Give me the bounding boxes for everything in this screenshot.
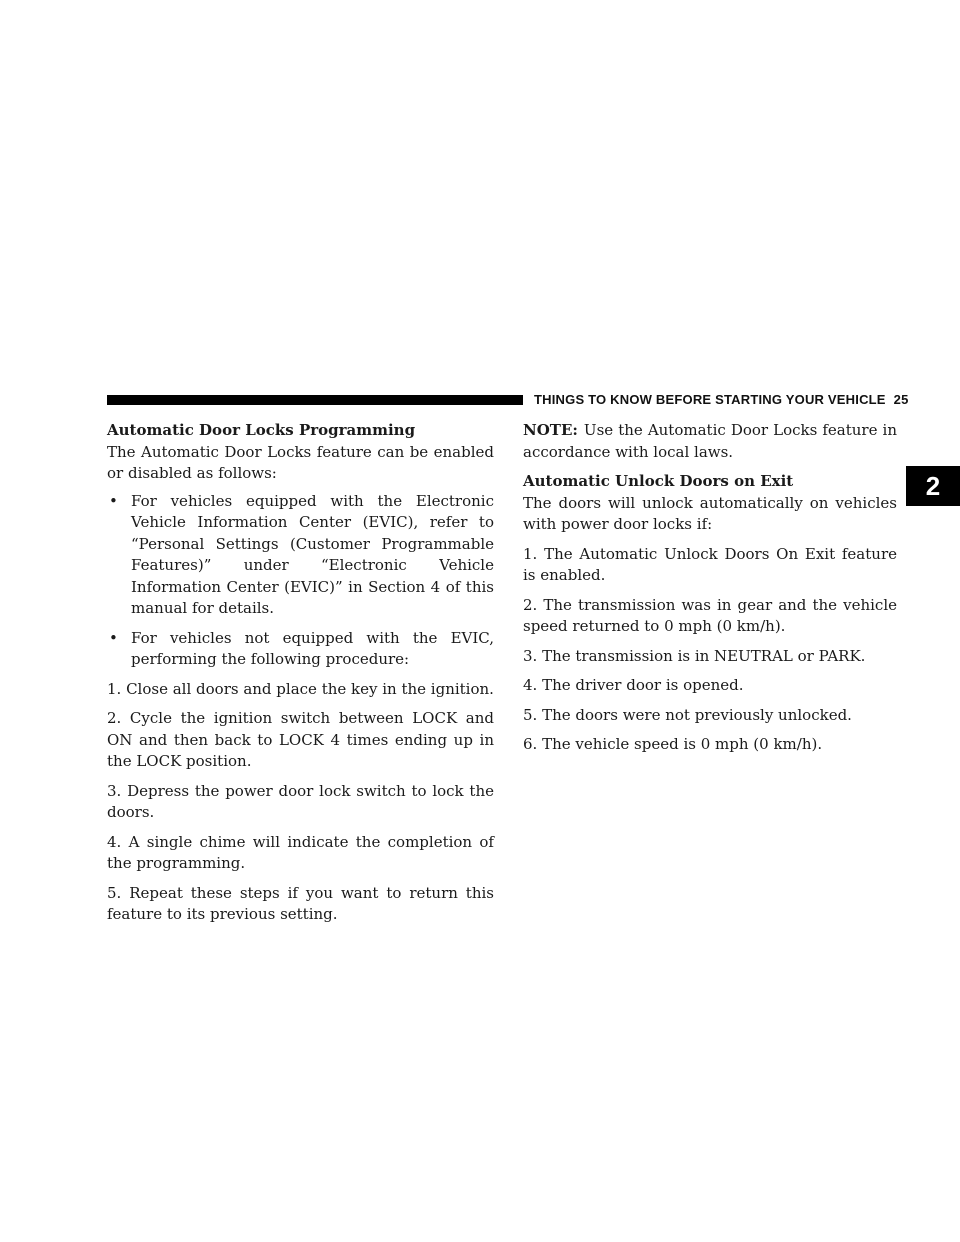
- note-text: Use the Automatic Door Locks feature in accordance with local laws.: [523, 421, 897, 461]
- bullet-text: For vehicles not equipped with the EVIC, performing the following procedure:: [131, 628, 494, 668]
- note-label: NOTE:: [523, 421, 578, 439]
- step-paragraph: 3. The transmission is in NEUTRAL or PARK.: [523, 646, 866, 665]
- section-title: THINGS TO KNOW BEFORE STARTING YOUR VEHICLE: [534, 392, 886, 407]
- step-paragraph: 3. Depress the power door lock switch to lock the doors.: [107, 781, 494, 821]
- intro-paragraph: The Automatic Door Locks feature can be enabled or disabled as follows:: [107, 442, 494, 482]
- step-paragraph: 1. Close all doors and place the key in the ignition.: [107, 679, 494, 698]
- bullet-item: [107, 491, 494, 620]
- step-paragraph: 1. The Automatic Unlock Doors On Exit feature is enabled.: [523, 544, 897, 584]
- heading-door-locks-programming: Automatic Door Locks Programming: [107, 421, 416, 439]
- step-paragraph: 5. Repeat these steps if you want to return this feature to its previous setting.: [107, 883, 494, 923]
- running-header: [534, 392, 909, 407]
- intro-paragraph: The doors will unlock automatically on vehicles with power door locks if:: [523, 493, 897, 533]
- step-paragraph: 6. The vehicle speed is 0 mph (0 km/h).: [523, 735, 823, 753]
- step-paragraph: 4. The driver door is opened.: [523, 676, 744, 694]
- step-paragraph: 2. Cycle the ignition switch between LOCK and ON and then back to LOCK 4 times ending up in the LOCK position.: [107, 709, 494, 770]
- bullet-text: For vehicles equipped with the Electronic Vehicle Information Center (EVIC), refer to “Personal Settings (Customer Programmable Features)” under “Electronic Vehicle Information Center (EVIC)” in Section 4 of this manual for details.: [131, 491, 494, 617]
- note-paragraph: [523, 420, 897, 463]
- right-column: [523, 420, 897, 764]
- bullet-icon: •: [109, 628, 118, 647]
- chapter-tab: 2: [906, 466, 960, 506]
- bullet-item: [107, 628, 494, 671]
- heading-unlock-on-exit: Automatic Unlock Doors on Exit: [523, 472, 794, 490]
- step-paragraph: 2. The transmission was in gear and the vehicle speed returned to 0 mph (0 km/h).: [523, 595, 897, 635]
- bullet-icon: •: [109, 491, 118, 510]
- step-paragraph: 4. A single chime will indicate the completion of the programming.: [107, 832, 494, 872]
- page-number: 25: [893, 392, 909, 407]
- left-column: [107, 420, 494, 934]
- step-paragraph: 5. The doors were not previously unlocked.: [523, 705, 852, 724]
- header-rule: [107, 395, 523, 405]
